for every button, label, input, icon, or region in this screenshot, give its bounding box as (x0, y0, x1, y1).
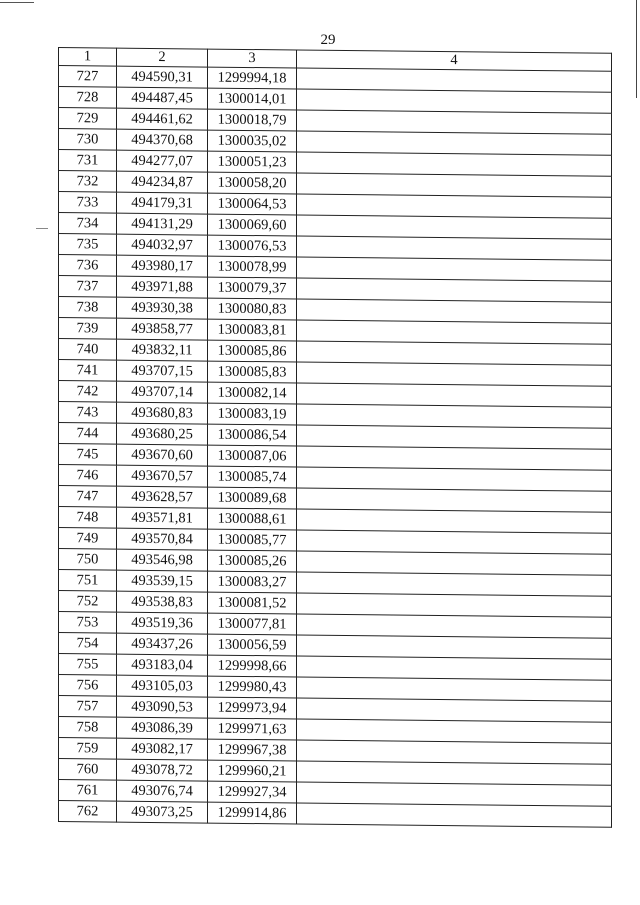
x-coordinate-cell: 494277,07 (117, 150, 208, 172)
point-number-cell: 753 (59, 612, 117, 634)
y-coordinate-cell: 1300058,20 (208, 172, 297, 194)
y-coordinate-cell: 1299967,38 (208, 739, 297, 761)
x-coordinate-cell: 493680,83 (117, 402, 208, 424)
point-number-cell: 742 (59, 381, 117, 403)
point-number-cell: 728 (59, 87, 117, 109)
y-coordinate-cell: 1300077,81 (208, 613, 297, 635)
point-number-cell: 755 (59, 654, 117, 676)
x-coordinate-cell: 493105,03 (117, 675, 208, 697)
y-coordinate-cell: 1299927,34 (208, 781, 297, 803)
x-coordinate-cell: 494032,97 (117, 234, 208, 256)
x-coordinate-cell: 493539,15 (117, 570, 208, 592)
point-number-cell: 735 (59, 234, 117, 256)
x-coordinate-cell: 493183,04 (117, 654, 208, 676)
x-coordinate-cell: 493930,38 (117, 297, 208, 319)
point-number-cell: 734 (59, 213, 117, 235)
point-number-cell: 737 (59, 276, 117, 298)
x-coordinate-cell: 493858,77 (117, 318, 208, 340)
x-coordinate-cell: 493519,36 (117, 612, 208, 634)
y-coordinate-cell: 1300080,83 (208, 298, 297, 320)
x-coordinate-cell: 493090,53 (117, 696, 208, 718)
column-header-1: 1 (59, 48, 117, 67)
point-number-cell: 747 (59, 486, 117, 508)
point-number-cell: 754 (59, 633, 117, 655)
y-coordinate-cell: 1300083,27 (208, 571, 297, 593)
x-coordinate-cell: 493082,17 (117, 738, 208, 760)
y-coordinate-cell: 1300056,59 (208, 634, 297, 656)
page-number: 29 (320, 32, 336, 48)
y-coordinate-cell: 1300018,79 (208, 109, 297, 131)
y-coordinate-cell: 1300085,26 (208, 550, 297, 572)
point-number-cell: 746 (59, 465, 117, 487)
x-coordinate-cell: 493073,25 (117, 801, 208, 823)
point-number-cell: 744 (59, 423, 117, 445)
y-coordinate-cell: 1300064,53 (208, 193, 297, 215)
point-number-cell: 733 (59, 192, 117, 214)
point-number-cell: 762 (59, 801, 117, 823)
point-number-cell: 738 (59, 297, 117, 319)
point-number-cell: 749 (59, 528, 117, 550)
table-row (59, 801, 612, 828)
table-body (59, 66, 612, 828)
x-coordinate-cell: 493707,14 (117, 381, 208, 403)
y-coordinate-cell: 1300085,74 (208, 466, 297, 488)
y-coordinate-cell: 1300083,81 (208, 319, 297, 341)
y-coordinate-cell: 1300088,61 (208, 508, 297, 530)
point-number-cell: 740 (59, 339, 117, 361)
y-coordinate-cell: 1300035,02 (208, 130, 297, 152)
point-number-cell: 761 (59, 780, 117, 802)
y-coordinate-cell: 1299980,43 (208, 676, 297, 698)
y-coordinate-cell: 1300051,23 (208, 151, 297, 173)
x-coordinate-cell: 493076,74 (117, 780, 208, 802)
point-number-cell: 729 (59, 108, 117, 130)
y-coordinate-cell: 1299973,94 (208, 697, 297, 719)
column-header-2: 2 (117, 48, 208, 67)
y-coordinate-cell: 1300087,06 (208, 445, 297, 467)
x-coordinate-cell: 494590,31 (117, 66, 208, 88)
x-coordinate-cell: 493670,60 (117, 444, 208, 466)
column-header-3: 3 (208, 49, 297, 68)
y-coordinate-cell: 1300076,53 (208, 235, 297, 257)
y-coordinate-cell: 1300085,83 (208, 361, 297, 383)
point-number-cell: 730 (59, 129, 117, 151)
point-number-cell: 732 (59, 171, 117, 193)
x-coordinate-cell: 493980,17 (117, 255, 208, 277)
point-number-cell: 758 (59, 717, 117, 739)
y-coordinate-cell: 1299960,21 (208, 760, 297, 782)
y-coordinate-cell: 1300014,01 (208, 88, 297, 110)
y-coordinate-cell: 1300086,54 (208, 424, 297, 446)
y-coordinate-cell: 1300078,99 (208, 256, 297, 278)
x-coordinate-cell: 494461,62 (117, 108, 208, 130)
point-number-cell: 743 (59, 402, 117, 424)
x-coordinate-cell: 493437,26 (117, 633, 208, 655)
x-coordinate-cell: 494179,31 (117, 192, 208, 214)
y-coordinate-cell: 1299971,63 (208, 718, 297, 740)
y-coordinate-cell: 1300089,68 (208, 487, 297, 509)
x-coordinate-cell: 494131,29 (117, 213, 208, 235)
x-coordinate-cell: 494487,45 (117, 87, 208, 109)
x-coordinate-cell: 493571,81 (117, 507, 208, 529)
x-coordinate-cell: 494370,68 (117, 129, 208, 151)
column-header-4: 4 (297, 50, 612, 71)
point-number-cell: 757 (59, 696, 117, 718)
x-coordinate-cell: 493832,11 (117, 339, 208, 361)
point-number-cell: 756 (59, 675, 117, 697)
y-coordinate-cell: 1300083,19 (208, 403, 297, 425)
scan-margin-mark (36, 228, 48, 229)
y-coordinate-cell: 1300082,14 (208, 382, 297, 404)
coordinates-table (58, 47, 612, 828)
y-coordinate-cell: 1300069,60 (208, 214, 297, 236)
x-coordinate-cell: 494234,87 (117, 171, 208, 193)
scan-edge-mark-right (636, 0, 637, 98)
point-number-cell: 739 (59, 318, 117, 340)
point-number-cell: 748 (59, 507, 117, 529)
y-coordinate-cell: 1299994,18 (208, 67, 297, 89)
point-number-cell: 731 (59, 150, 117, 172)
point-number-cell: 741 (59, 360, 117, 382)
point-number-cell: 750 (59, 549, 117, 571)
y-coordinate-cell: 1299914,86 (208, 802, 297, 824)
x-coordinate-cell: 493078,72 (117, 759, 208, 781)
x-coordinate-cell: 493628,57 (117, 486, 208, 508)
x-coordinate-cell: 493570,84 (117, 528, 208, 550)
x-coordinate-cell: 493086,39 (117, 717, 208, 739)
point-number-cell: 745 (59, 444, 117, 466)
x-coordinate-cell: 493680,25 (117, 423, 208, 445)
point-number-cell: 751 (59, 570, 117, 592)
point-number-cell: 760 (59, 759, 117, 781)
x-coordinate-cell: 493546,98 (117, 549, 208, 571)
x-coordinate-cell: 493670,57 (117, 465, 208, 487)
note-cell (297, 803, 612, 827)
y-coordinate-cell: 1300079,37 (208, 277, 297, 299)
scan-edge-mark-top (0, 2, 34, 3)
point-number-cell: 759 (59, 738, 117, 760)
y-coordinate-cell: 1299998,66 (208, 655, 297, 677)
x-coordinate-cell: 493538,83 (117, 591, 208, 613)
point-number-cell: 752 (59, 591, 117, 613)
y-coordinate-cell: 1300085,77 (208, 529, 297, 551)
y-coordinate-cell: 1300085,86 (208, 340, 297, 362)
y-coordinate-cell: 1300081,52 (208, 592, 297, 614)
x-coordinate-cell: 493971,88 (117, 276, 208, 298)
x-coordinate-cell: 493707,15 (117, 360, 208, 382)
point-number-cell: 727 (59, 66, 117, 88)
point-number-cell: 736 (59, 255, 117, 277)
